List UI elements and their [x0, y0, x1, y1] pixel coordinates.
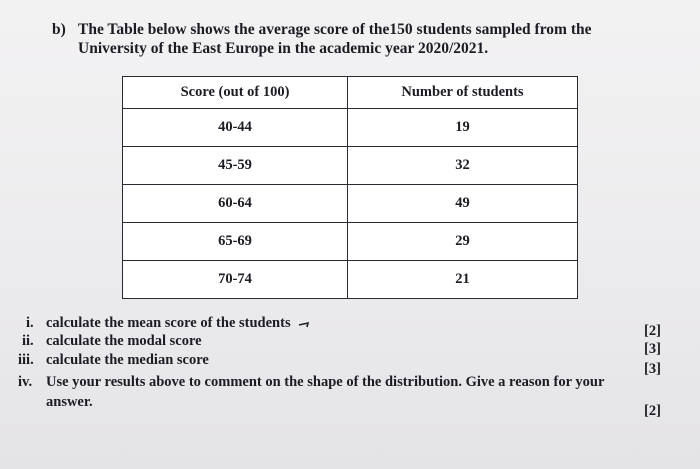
task-number: i. — [26, 315, 34, 331]
task-i-marks: [2] — [644, 323, 661, 339]
pen-tick-mark — [298, 320, 312, 328]
task-text: calculate the modal score — [46, 333, 202, 349]
task-number: ii. — [22, 333, 34, 349]
task-text: calculate the median score — [46, 352, 209, 368]
score-cell: 60-64 — [123, 185, 348, 223]
question-label: b) — [52, 21, 66, 38]
count-cell: 21 — [348, 261, 578, 299]
table-row — [123, 109, 578, 147]
task-iv — [18, 374, 604, 391]
task-iii — [18, 352, 209, 369]
task-iv-marks: [2] — [644, 403, 661, 419]
task-text: calculate the mean score of the students — [46, 315, 291, 331]
task-iv-line-2: answer. — [46, 394, 93, 410]
task-i — [26, 315, 312, 332]
task-ii-marks: [3] — [644, 341, 661, 357]
table-row — [123, 147, 578, 185]
question-b — [52, 20, 592, 58]
score-cell: 40-44 — [123, 109, 348, 147]
count-cell: 29 — [348, 223, 578, 261]
table-header-row — [123, 77, 578, 109]
task-iii-marks: [3] — [644, 361, 661, 377]
task-ii — [22, 333, 202, 350]
task-number: iv. — [18, 374, 33, 390]
count-cell: 49 — [348, 185, 578, 223]
question-line-1: The Table below shows the average score of the150 students sampled from the — [78, 21, 592, 38]
count-cell: 19 — [348, 109, 578, 147]
header-score: Score (out of 100) — [123, 77, 348, 109]
table-row — [123, 223, 578, 261]
task-number: iii. — [18, 352, 34, 368]
task-text: Use your results above to comment on the shape of the distribution. Give a reason for your — [46, 374, 605, 390]
score-cell: 65-69 — [123, 223, 348, 261]
table-row — [123, 261, 578, 299]
score-table — [122, 76, 578, 299]
table-row — [123, 185, 578, 223]
score-cell: 70-74 — [123, 261, 348, 299]
count-cell: 32 — [348, 147, 578, 185]
score-cell: 45-59 — [123, 147, 348, 185]
question-line-2: University of the East Europe in the academic year 2020/2021. — [78, 40, 489, 57]
header-students: Number of students — [348, 77, 578, 109]
